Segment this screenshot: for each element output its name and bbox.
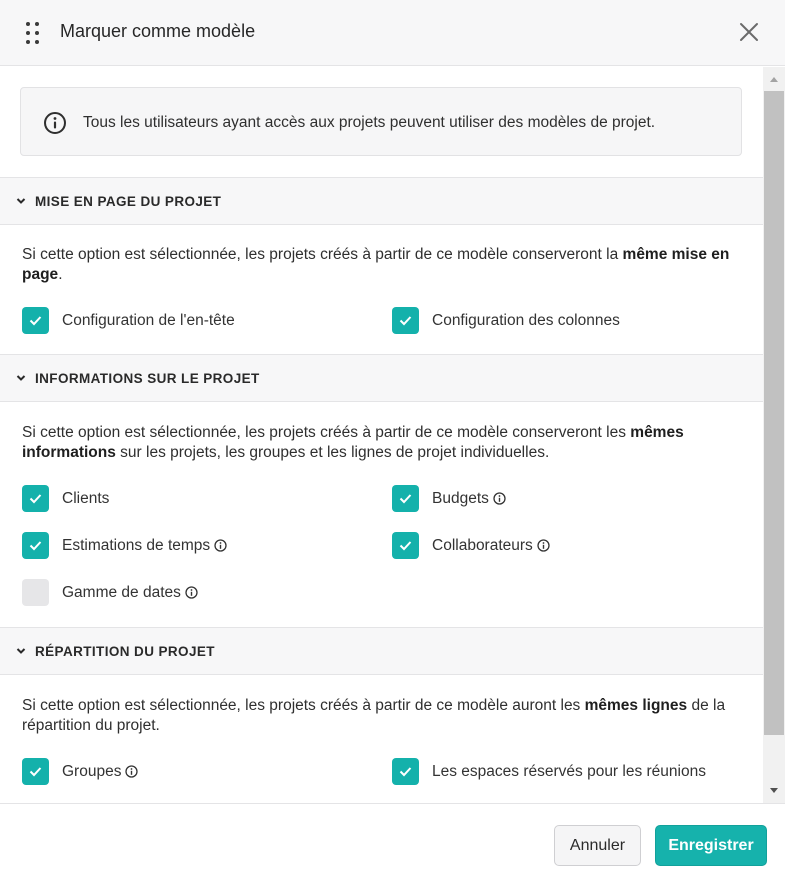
- checkbox-label: Configuration de l'en-tête: [62, 312, 235, 329]
- section-title: MISE EN PAGE DU PROJET: [35, 194, 222, 209]
- checkmark-icon: [399, 540, 412, 551]
- checkbox-label-wrap: [62, 584, 198, 602]
- checkbox-label: Les espaces réservés pour les réunions: [432, 763, 706, 780]
- checkbox-label: Configuration des colonnes: [432, 312, 620, 329]
- dialog-footer: [0, 803, 785, 884]
- checkbox[interactable]: [22, 579, 49, 606]
- section-header-breakdown[interactable]: [0, 627, 763, 675]
- save-button[interactable]: Enregistrer: [655, 825, 767, 866]
- checkbox-label: Estimations de temps: [62, 537, 211, 554]
- question-info-icon[interactable]: [493, 492, 506, 505]
- desc-text: Si cette option est sélectionnée, les projets créés à partir de ce modèle conserveront les: [22, 424, 631, 441]
- section-description: [22, 245, 752, 285]
- checkbox[interactable]: [22, 758, 49, 785]
- checkbox[interactable]: [22, 485, 49, 512]
- section-header-info[interactable]: [0, 354, 763, 402]
- desc-text: de la répartition du projet.: [22, 697, 726, 734]
- chevron-down-icon: [16, 374, 26, 382]
- desc-text: Si cette option est sélectionnée, les projets créés à partir de ce modèle conserveront la: [22, 246, 623, 263]
- scroll-down-arrow-icon[interactable]: [763, 779, 785, 803]
- desc-text: Si cette option est sélectionnée, les projets créés à partir de ce modèle auront les: [22, 697, 585, 714]
- checkbox-label: Budgets: [432, 490, 489, 507]
- checkbox-label-wrap: [62, 537, 227, 555]
- info-banner: [20, 87, 742, 156]
- checkbox[interactable]: [22, 532, 49, 559]
- chevron-down-icon: [16, 647, 26, 655]
- question-info-icon[interactable]: [214, 539, 227, 552]
- scrollbar[interactable]: [763, 67, 785, 803]
- desc-bold: mêmes lignes: [584, 697, 688, 714]
- cancel-button[interactable]: Annuler: [554, 825, 641, 866]
- checkbox-label: Gamme de dates: [62, 584, 181, 601]
- checkmark-icon: [399, 766, 412, 777]
- desc-bold: même mise en page: [22, 246, 730, 283]
- info-icon: [43, 111, 67, 135]
- checkbox-label-wrap: [432, 537, 550, 555]
- checkbox[interactable]: [392, 307, 419, 334]
- checkbox[interactable]: [392, 758, 419, 785]
- section-description: [22, 423, 752, 463]
- drag-handle-icon[interactable]: [26, 22, 40, 44]
- checkmark-icon: [29, 315, 42, 326]
- question-info-icon[interactable]: [185, 586, 198, 599]
- dialog-header: [0, 0, 785, 66]
- checkmark-icon: [29, 766, 42, 777]
- checkbox[interactable]: [22, 307, 49, 334]
- section-description: [22, 696, 752, 736]
- section-header-layout[interactable]: [0, 177, 763, 225]
- checkbox[interactable]: [392, 532, 419, 559]
- checkbox-label: Clients: [62, 490, 110, 507]
- chevron-down-icon: [16, 197, 26, 205]
- info-text: Tous les utilisateurs ayant accès aux projets peuvent utiliser des modèles de projet.: [83, 114, 656, 131]
- checkbox-label-wrap: [62, 763, 138, 781]
- checkmark-icon: [29, 540, 42, 551]
- scroll-up-arrow-icon[interactable]: [763, 67, 785, 91]
- section-title: INFORMATIONS SUR LE PROJET: [35, 371, 260, 386]
- checkbox-label: Collaborateurs: [432, 537, 533, 554]
- checkmark-icon: [399, 315, 412, 326]
- dialog-body: [0, 67, 785, 803]
- section-title: RÉPARTITION DU PROJET: [35, 644, 215, 659]
- scrollbar-thumb[interactable]: [764, 91, 784, 735]
- checkbox[interactable]: [392, 485, 419, 512]
- checkmark-icon: [399, 493, 412, 504]
- checkbox-label: Groupes: [62, 763, 122, 780]
- close-icon[interactable]: [738, 21, 760, 43]
- question-info-icon[interactable]: [537, 539, 550, 552]
- checkbox-label-wrap: [432, 490, 506, 508]
- desc-bold: mêmes informations: [22, 424, 684, 461]
- desc-text: sur les projets, les groupes et les lignes de projet individuelles.: [115, 444, 550, 461]
- dialog-title: Marquer comme modèle: [60, 21, 256, 41]
- desc-text: .: [58, 266, 63, 283]
- checkmark-icon: [29, 493, 42, 504]
- question-info-icon[interactable]: [125, 765, 138, 778]
